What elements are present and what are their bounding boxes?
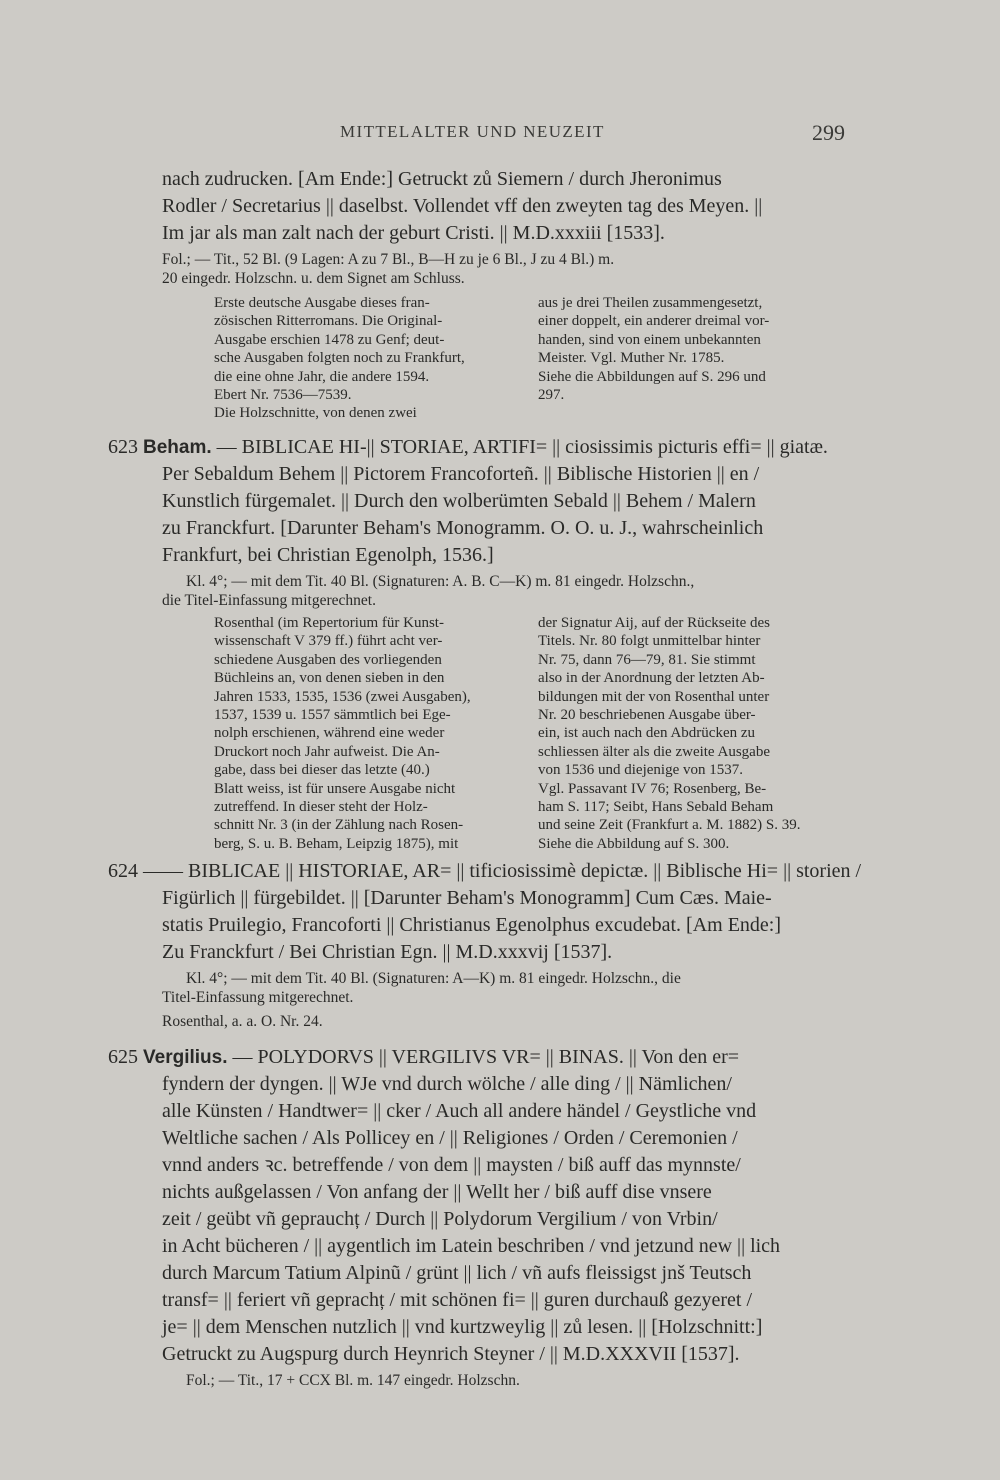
note-right-column [538,294,769,404]
note-line: Erste deutsche Ausgabe dieses fran- [214,295,430,311]
note-line: einer doppelt, ein anderer dreimal vor- [538,313,770,330]
note-line: 297. [538,387,565,404]
note-line: Druckort noch Jahr aufweist. Die An- [214,743,440,760]
note-line: Titels. Nr. 80 folgt unmittelbar hinter [538,633,761,650]
note-right-column [538,614,800,853]
note-line: Nr. 20 beschriebenen Ausgabe über- [538,707,756,724]
running-title: MITTELALTER UND NEUZEIT [340,122,605,141]
entry-line: Weltliche sachen / Als Pollicey en / || Religiones / Orden / Ceremonien / [162,1127,738,1149]
entry-line: statis Pruilegio, Francoforti || Christianus Egenolphus excudebat. [Am Ende:] [162,914,782,936]
note-line: nolph erschienen, während eine weder [214,725,445,742]
note-line: zutreffend. In dieser steht der Holz- [214,799,428,816]
entry-line: zeit / geübt vñ geprauchț / Durch || Polydorum Vergilium / von Vrbin/ [162,1208,718,1230]
entry-line: in Acht bücheren / || aygentlich im Latein beschriben / vnd jetzund new || lich [162,1235,781,1257]
entry-meta: Kl. 4°; — mit dem Tit. 40 Bl. (Signaturen: A. B. C—K) m. 81 eingedr. Holzschn., [186,573,695,590]
note-line: schnitt Nr. 3 (in der Zählung nach Rosen- [214,817,464,834]
entry-line: vnnd anders ꝛc. betreffende / von dem || maysten / biß auff das mynnste/ [162,1154,741,1176]
note-line: Vgl. Passavant IV 76; Rosenberg, Be- [538,780,767,797]
entry-number [108,434,828,461]
note-line: ein, ist auch nach den Abdrücken zu [538,725,756,742]
entry-line: Kunstlich fürgemalet. || Durch den wolberümten Sebald || Behem / Malern [162,490,756,512]
entry-line: Getruckt zu Augspurg durch Heynrich Steyner / || M.D.XXXVII [1537]. [162,1343,740,1365]
note-line: ham S. 117; Seibt, Hans Sebald Beham [538,799,774,816]
entry-line: — POLYDORVS || VERGILIVS VR= || BINAS. || Von den er= [232,1046,740,1068]
note-line: Siehe die Abbildungen auf S. 296 und [538,368,766,385]
note-line: Meister. Vgl. Muther Nr. 1785. [538,350,725,367]
entry-line: nach zudrucken. [Am Ende:] Getruckt zů Siemern / durch Jheronimus [162,168,722,190]
entry-line: transf= || feriert vñ geprachț / mit schönen fi= || guren durchauß gezyeret / [162,1289,753,1311]
entry-meta: 20 eingedr. Holzschn. u. dem Signet am Schluss. [162,270,465,287]
note-left-column [214,614,471,853]
note-line: berg, S. u. B. Beham, Leipzig 1875), mit [214,835,459,852]
note-line: Rosenthal (im Repertorium für Kunst- [214,615,444,631]
entry-number-text: 624 [108,860,138,882]
note-line: Ausgabe erschien 1478 zu Genf; deut- [214,331,445,348]
entry-line: je= || dem Menschen nutzlich || vnd kurtzweylig || zů lesen. || [Holzschnitt:] [162,1316,763,1338]
note-line: schiedene Ausgaben des vorliegenden [214,651,442,668]
note-line: also in der Anordnung der letzten Ab- [538,670,765,687]
entry-meta: Fol.; — Tit., 52 Bl. (9 Lagen: A zu 7 Bl., B—H zu je 6 Bl., J zu 4 Bl.) m. [162,251,615,268]
entry-number [108,858,861,885]
entry-line: alle Künsten / Handtwer= || cker / Auch all andere händel / Geystliche vnd [162,1100,757,1122]
note-line: zösischen Ritterromans. Die Original- [214,313,443,330]
entry-number [108,1044,739,1071]
entry-line: Im jar als man zalt nach der geburt Cristi. || M.D.xxxiii [1533]. [162,222,665,244]
note-line: handen, sind von einem unbekannten [538,331,761,348]
page-number: 299 [812,120,845,145]
entry-line: Rodler / Secretarius || daselbst. Vollendet vff den zweyten tag des Meyen. || [162,195,763,217]
entry-line: zu Franckfurt. [Darunter Beham's Monogramm. O. O. u. J., wahrscheinlich [162,517,764,539]
entry-line: —— BIBLICAE || HISTORIAE, AR= || tificiosissimè depictæ. || Biblische Hi= || storien / [143,860,862,882]
entry-line: durch Marcum Tatium Alpinũ / grünt || lich / vñ aufs fleissigst jnš Teutsch [162,1262,752,1284]
entry-line: nichts außgelassen / Von anfang der || Wellt her / biß auff dise vnsere [162,1181,712,1203]
note-line: wissenschaft V 379 ff.) führt acht ver- [214,633,443,650]
note-line: 1537, 1539 u. 1557 sämmtlich bei Ege- [214,707,451,724]
entry-meta: Kl. 4°; — mit dem Tit. 40 Bl. (Signaturen: A—K) m. 81 eingedr. Holzschn., die [186,970,681,987]
note-line: Die Holzschnitte, von denen zwei [214,405,417,422]
entry-line: Figürlich || fürgebildet. || [Darunter Beham's Monogramm] Cum Cæs. Maie- [162,887,772,909]
entry-line: fyndern der dyngen. || WJe vnd durch wölche / alle ding / || Nämlichen/ [162,1073,732,1095]
entry-line: Frankfurt, bei Christian Egenolph, 1536.] [162,544,494,566]
entry-name: Vergilius. [143,1047,228,1068]
entry-meta: die Titel-Einfassung mitgerechnet. [162,592,376,609]
note-left-column [214,294,465,423]
entry-number-text: 625 [108,1046,138,1068]
note-line: gabe, dass bei dieser das letzte (40.) [214,762,430,779]
note-line: und seine Zeit (Frankfurt a. M. 1882) S. 39. [538,817,801,834]
entry-line: Zu Franckfurt / Bei Christian Egn. || M.D.xxxvij [1537]. [162,941,613,963]
note-line: schliessen älter als die zweite Ausgabe [538,743,771,760]
note-line: von 1536 und diejenige von 1537. [538,762,743,779]
note-line: sche Ausgaben folgten noch zu Frankfurt, [214,350,465,367]
entry-meta: Rosenthal, a. a. O. Nr. 24. [162,1013,323,1030]
note-line: der Signatur Aij, auf der Rückseite des [538,615,771,631]
entry-line: — BIBLICAE HI-|| STORIAE, ARTIFI= || ciosissimis picturis effi= || giatæ. [216,436,828,458]
note-line: Büchleins an, von denen sieben in den [214,670,445,687]
entry-meta: Titel-Einfassung mitgerechnet. [162,989,354,1006]
note-line: Blatt weiss, ist für unsere Ausgabe nicht [214,780,456,797]
note-line: Siehe die Abbildung auf S. 300. [538,835,730,852]
note-line: Jahren 1533, 1535, 1536 (zwei Ausgaben), [214,688,471,705]
note-line: Nr. 75, dann 76—79, 81. Sie stimmt [538,651,756,668]
note-line: Ebert Nr. 7536—7539. [214,387,352,404]
note-line: bildungen mit der von Rosenthal unter [538,688,770,705]
entry-line: Per Sebaldum Behem || Pictorem Francoforteñ. || Biblische Historien || en / [162,463,760,485]
note-line: die eine ohne Jahr, die andere 1594. [214,368,430,385]
entry-number-text: 623 [108,436,138,458]
entry-meta: Fol.; — Tit., 17 + CCX Bl. m. 147 eingedr. Holzschn. [186,1372,520,1389]
note-line: aus je drei Theilen zusammengesetzt, [538,295,763,311]
entry-name: Beham. [143,437,212,458]
